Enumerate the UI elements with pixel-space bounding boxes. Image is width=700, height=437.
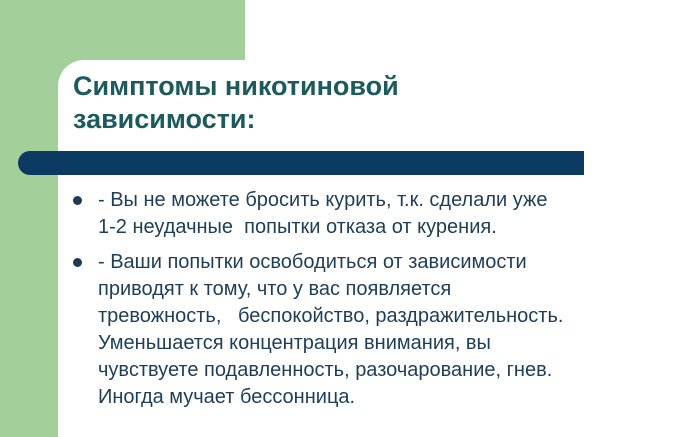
slide-title [73, 70, 399, 136]
divider-bar [18, 151, 584, 175]
bullet-item [70, 187, 563, 241]
bullet-text-line: Уменьшается концентрация внимания, вы [98, 332, 491, 354]
bullet-text-line: - Ваши попытки освободиться от зависимости [98, 251, 527, 273]
bullet-text-line: Иногда мучает бессонница. [98, 386, 356, 408]
bullet-text-line: тревожность, беспокойство, раздражительность. [98, 305, 564, 327]
bullet-dot-icon [73, 196, 82, 205]
bullet-text-line: 1-2 неудачные попытки отказа от курения. [98, 216, 497, 238]
title-line-2: зависимости: [73, 104, 256, 134]
bullet-text-line: чувствуете подавленность, разочарование, гнев. [98, 359, 553, 381]
bullet-dot-icon [73, 258, 82, 267]
bullet-list [70, 187, 563, 419]
bullet-item [70, 249, 563, 411]
bullet-text-line: - Вы не можете бросить курить, т.к. сделали уже [98, 189, 548, 211]
title-line-1: Симптомы никотиновой [73, 71, 399, 101]
bullet-text-line: приводят к тому, что у вас появляется [98, 278, 452, 300]
